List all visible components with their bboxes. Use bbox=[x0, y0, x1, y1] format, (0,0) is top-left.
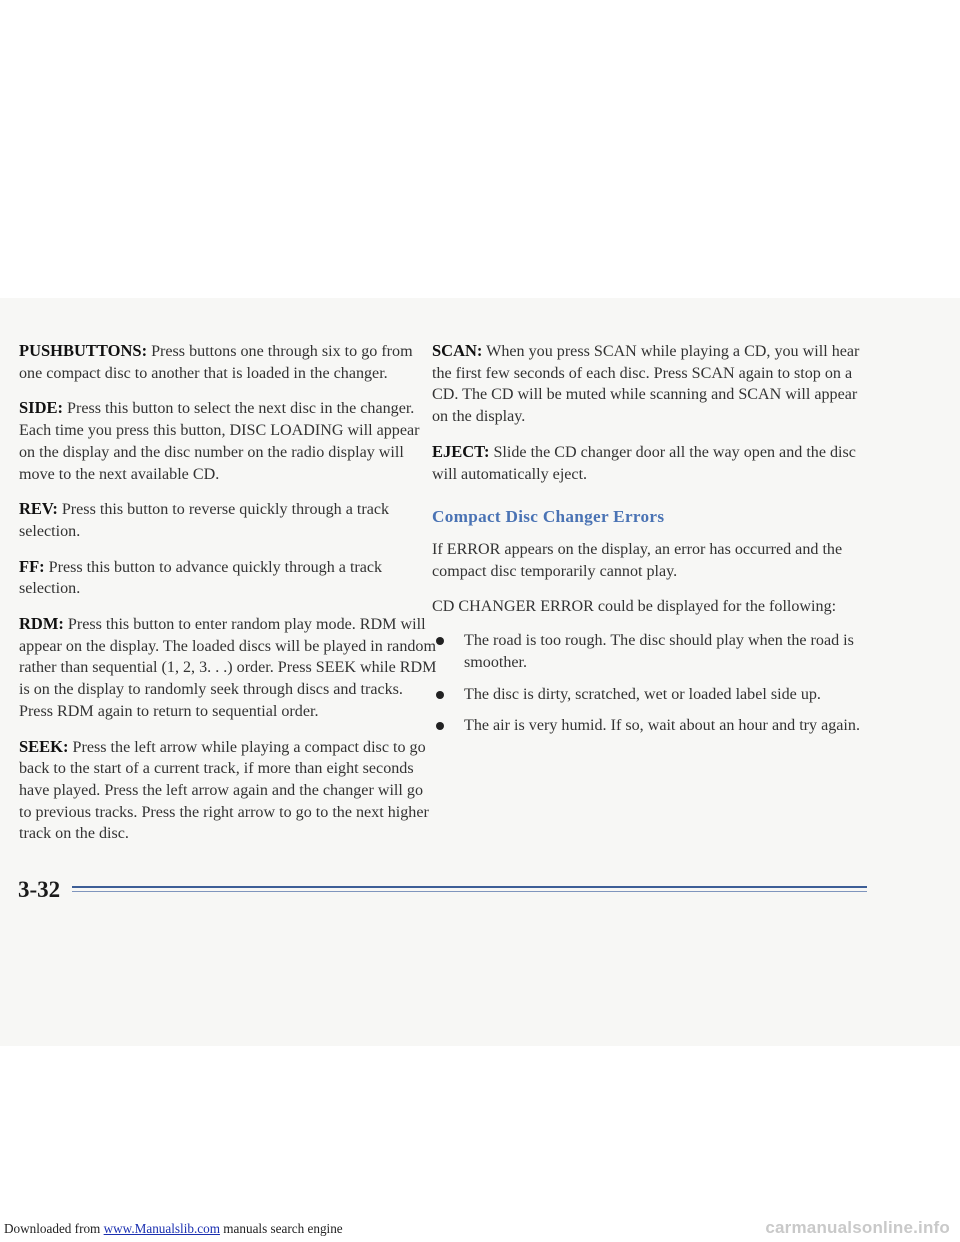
entry-text: Slide the CD changer door all the way open and the disc will automatically eject. bbox=[432, 443, 856, 483]
entry-text: Press this button to advance quickly through a track selection. bbox=[19, 558, 383, 598]
entry-text: When you press SCAN while playing a CD, you will hear the first few seconds of each disc. Press SCAN again to stop on a CD. The CD will be muted while scanning and SCAN will appear on the display. bbox=[432, 343, 860, 426]
footer-rule bbox=[72, 886, 867, 888]
list-item-text: The disc is dirty, scratched, wet or loaded label side up. bbox=[464, 685, 821, 703]
list-item-text: The air is very humid. If so, wait about an hour and try again. bbox=[464, 717, 860, 735]
rev-entry bbox=[19, 498, 439, 542]
footer-suffix: manuals search engine bbox=[219, 1221, 343, 1236]
entry-term: REV: bbox=[19, 499, 58, 519]
entry-text: Press the left arrow while playing a compact disc to go back to the start of a current track, if more than eight seconds have played. Press the left arrow again and the changer will go to previous tracks. Press the right arrow to go to the next higher track on the disc. bbox=[19, 738, 429, 843]
entry-term: SEEK: bbox=[19, 736, 69, 756]
error-paragraph: If ERROR appears on the display, an error has occurred and the compact disc temporarily cannot play. bbox=[432, 541, 843, 580]
page-number: 3-32 bbox=[18, 877, 61, 902]
footer-rule-thin bbox=[72, 891, 867, 892]
entry-term: SIDE: bbox=[19, 398, 64, 418]
section-heading: Compact Disc Changer Errors bbox=[432, 507, 665, 527]
bullet-icon bbox=[436, 722, 444, 730]
list-item bbox=[432, 630, 872, 673]
entry-text: Press buttons one through six to go from one compact disc to another that is loaded in the changer. bbox=[19, 343, 413, 382]
right-column bbox=[432, 340, 872, 747]
entry-term: FF: bbox=[19, 556, 45, 576]
seek-entry bbox=[19, 736, 439, 846]
entry-term: SCAN: bbox=[432, 341, 483, 360]
entry-text: Press this button to enter random play mode. RDM will appear on the display. The loaded discs will be played in random rather than sequential (1, 2, 3. . .) order. Press SEEK while RDM is on the display to randomly seek through discs and tracks. Press RDM again to return to sequential order. bbox=[19, 616, 437, 720]
list-item-text: The road is too rough. The disc should play when the road is smoother. bbox=[464, 632, 854, 672]
rdm-entry bbox=[19, 613, 439, 723]
entry-text: Press this button to reverse quickly through a track selection. bbox=[19, 501, 390, 540]
list-item bbox=[432, 715, 872, 737]
manualslib-link[interactable]: www.Manualslib.com bbox=[103, 1221, 220, 1236]
left-column bbox=[19, 340, 439, 858]
ff-entry bbox=[19, 556, 439, 600]
error-causes-list bbox=[432, 630, 872, 737]
entry-term: EJECT: bbox=[432, 441, 490, 461]
side-entry bbox=[19, 397, 439, 485]
watermark-brand: carmanualsonline.info bbox=[765, 1218, 950, 1237]
eject-entry bbox=[432, 441, 872, 485]
pushbuttons-entry bbox=[19, 340, 439, 384]
bullet-icon bbox=[436, 691, 444, 699]
scan-entry bbox=[432, 340, 872, 428]
entry-term: PUSHBUTTONS: bbox=[19, 341, 148, 360]
download-footer bbox=[4, 1221, 343, 1237]
entry-term: RDM: bbox=[19, 614, 64, 634]
entry-text: Press this button to select the next disc in the changer. Each time you press this button, DISC LOADING will appear on the display and the disc number on the radio display will move to the next available CD. bbox=[19, 400, 420, 483]
list-item bbox=[432, 684, 872, 706]
bullet-icon bbox=[436, 637, 444, 645]
error-causes-intro: CD CHANGER ERROR could be displayed for the following: bbox=[432, 597, 837, 615]
footer-prefix: Downloaded from bbox=[4, 1221, 104, 1236]
